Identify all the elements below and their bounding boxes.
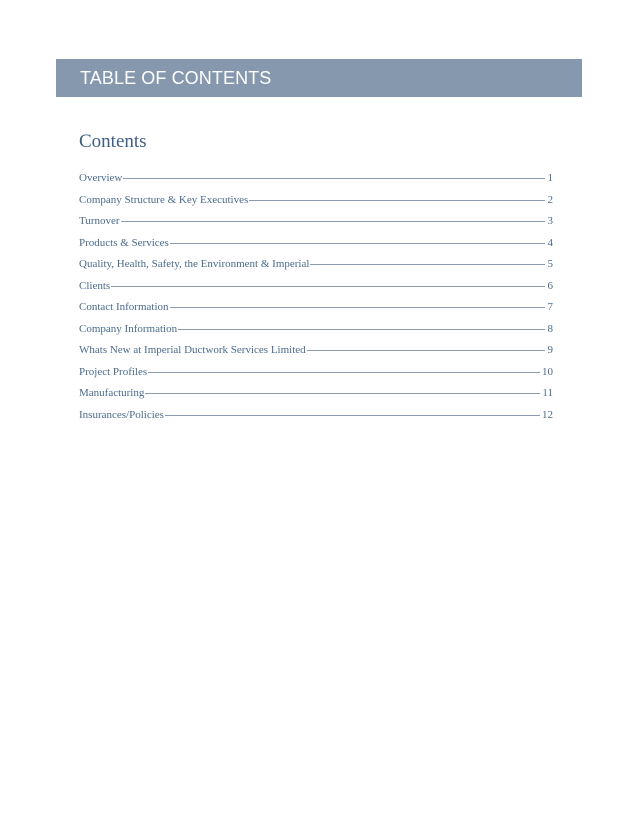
toc-entry-title[interactable]: Contact Information — [79, 301, 169, 313]
toc-page-number: 4 — [547, 236, 553, 249]
toc-entry-title[interactable]: Whats New at Imperial Ductwork Services Limited — [79, 344, 306, 356]
toc-entry-manufacturing[interactable] — [79, 387, 553, 409]
toc-entry-quality-health-safety[interactable] — [79, 258, 553, 280]
toc-leader — [148, 372, 540, 373]
section-header-bar — [56, 59, 582, 97]
toc-leader — [170, 307, 545, 308]
toc-page-number: 8 — [547, 322, 553, 335]
toc-entry-clients[interactable] — [79, 280, 553, 302]
toc-leader — [111, 286, 545, 287]
toc-entry-company-information[interactable] — [79, 323, 553, 345]
toc-page-number: 5 — [547, 258, 553, 270]
toc-entry-title[interactable]: Turnover — [79, 215, 120, 227]
toc-leader — [170, 243, 545, 244]
toc-leader — [178, 329, 545, 330]
toc-page-number: 2 — [547, 193, 553, 206]
toc-page-number: 11 — [542, 387, 553, 399]
section-header-title: TABLE OF CONTENTS — [80, 67, 272, 88]
toc-entry-products-services[interactable] — [79, 237, 553, 259]
toc-page-number: 1 — [547, 172, 553, 184]
toc-page-number: 10 — [542, 365, 553, 378]
toc-entry-project-profiles[interactable] — [79, 366, 553, 388]
toc-entry-contact-information[interactable] — [79, 301, 553, 323]
toc-entry-title[interactable]: Overview — [79, 172, 123, 184]
toc-entry-title[interactable]: Manufacturing — [79, 387, 145, 399]
toc-entry-title[interactable]: Quality, Health, Safety, the Environment & Imperial — [79, 258, 310, 270]
toc-page-number: 12 — [542, 408, 553, 421]
contents-heading: Contents — [79, 131, 147, 152]
toc-entry-title[interactable]: Company Structure & Key Executives — [79, 193, 249, 206]
toc-leader — [165, 415, 540, 416]
toc-leader — [123, 178, 545, 179]
toc-entry-title[interactable]: Products & Services — [79, 236, 169, 249]
toc-entry-insurances-policies[interactable] — [79, 409, 553, 431]
toc-entry-title[interactable]: Insurances/Policies — [79, 408, 164, 421]
toc-list — [79, 172, 553, 430]
toc-entry-title[interactable]: Clients — [79, 279, 111, 292]
toc-page-number: 9 — [547, 344, 553, 356]
toc-leader — [249, 200, 545, 201]
toc-leader — [145, 393, 540, 394]
toc-leader — [121, 221, 545, 222]
toc-leader — [307, 350, 545, 351]
toc-entry-overview[interactable] — [79, 172, 553, 194]
toc-entry-title[interactable]: Company Information — [79, 322, 178, 335]
toc-leader — [310, 264, 545, 265]
toc-entry-turnover[interactable] — [79, 215, 553, 237]
toc-entry-title[interactable]: Project Profiles — [79, 365, 148, 378]
toc-page-number: 6 — [547, 279, 553, 292]
toc-page-number: 7 — [547, 301, 553, 313]
toc-page-number: 3 — [547, 215, 553, 227]
toc-entry-company-structure[interactable] — [79, 194, 553, 216]
toc-entry-whats-new[interactable] — [79, 344, 553, 366]
